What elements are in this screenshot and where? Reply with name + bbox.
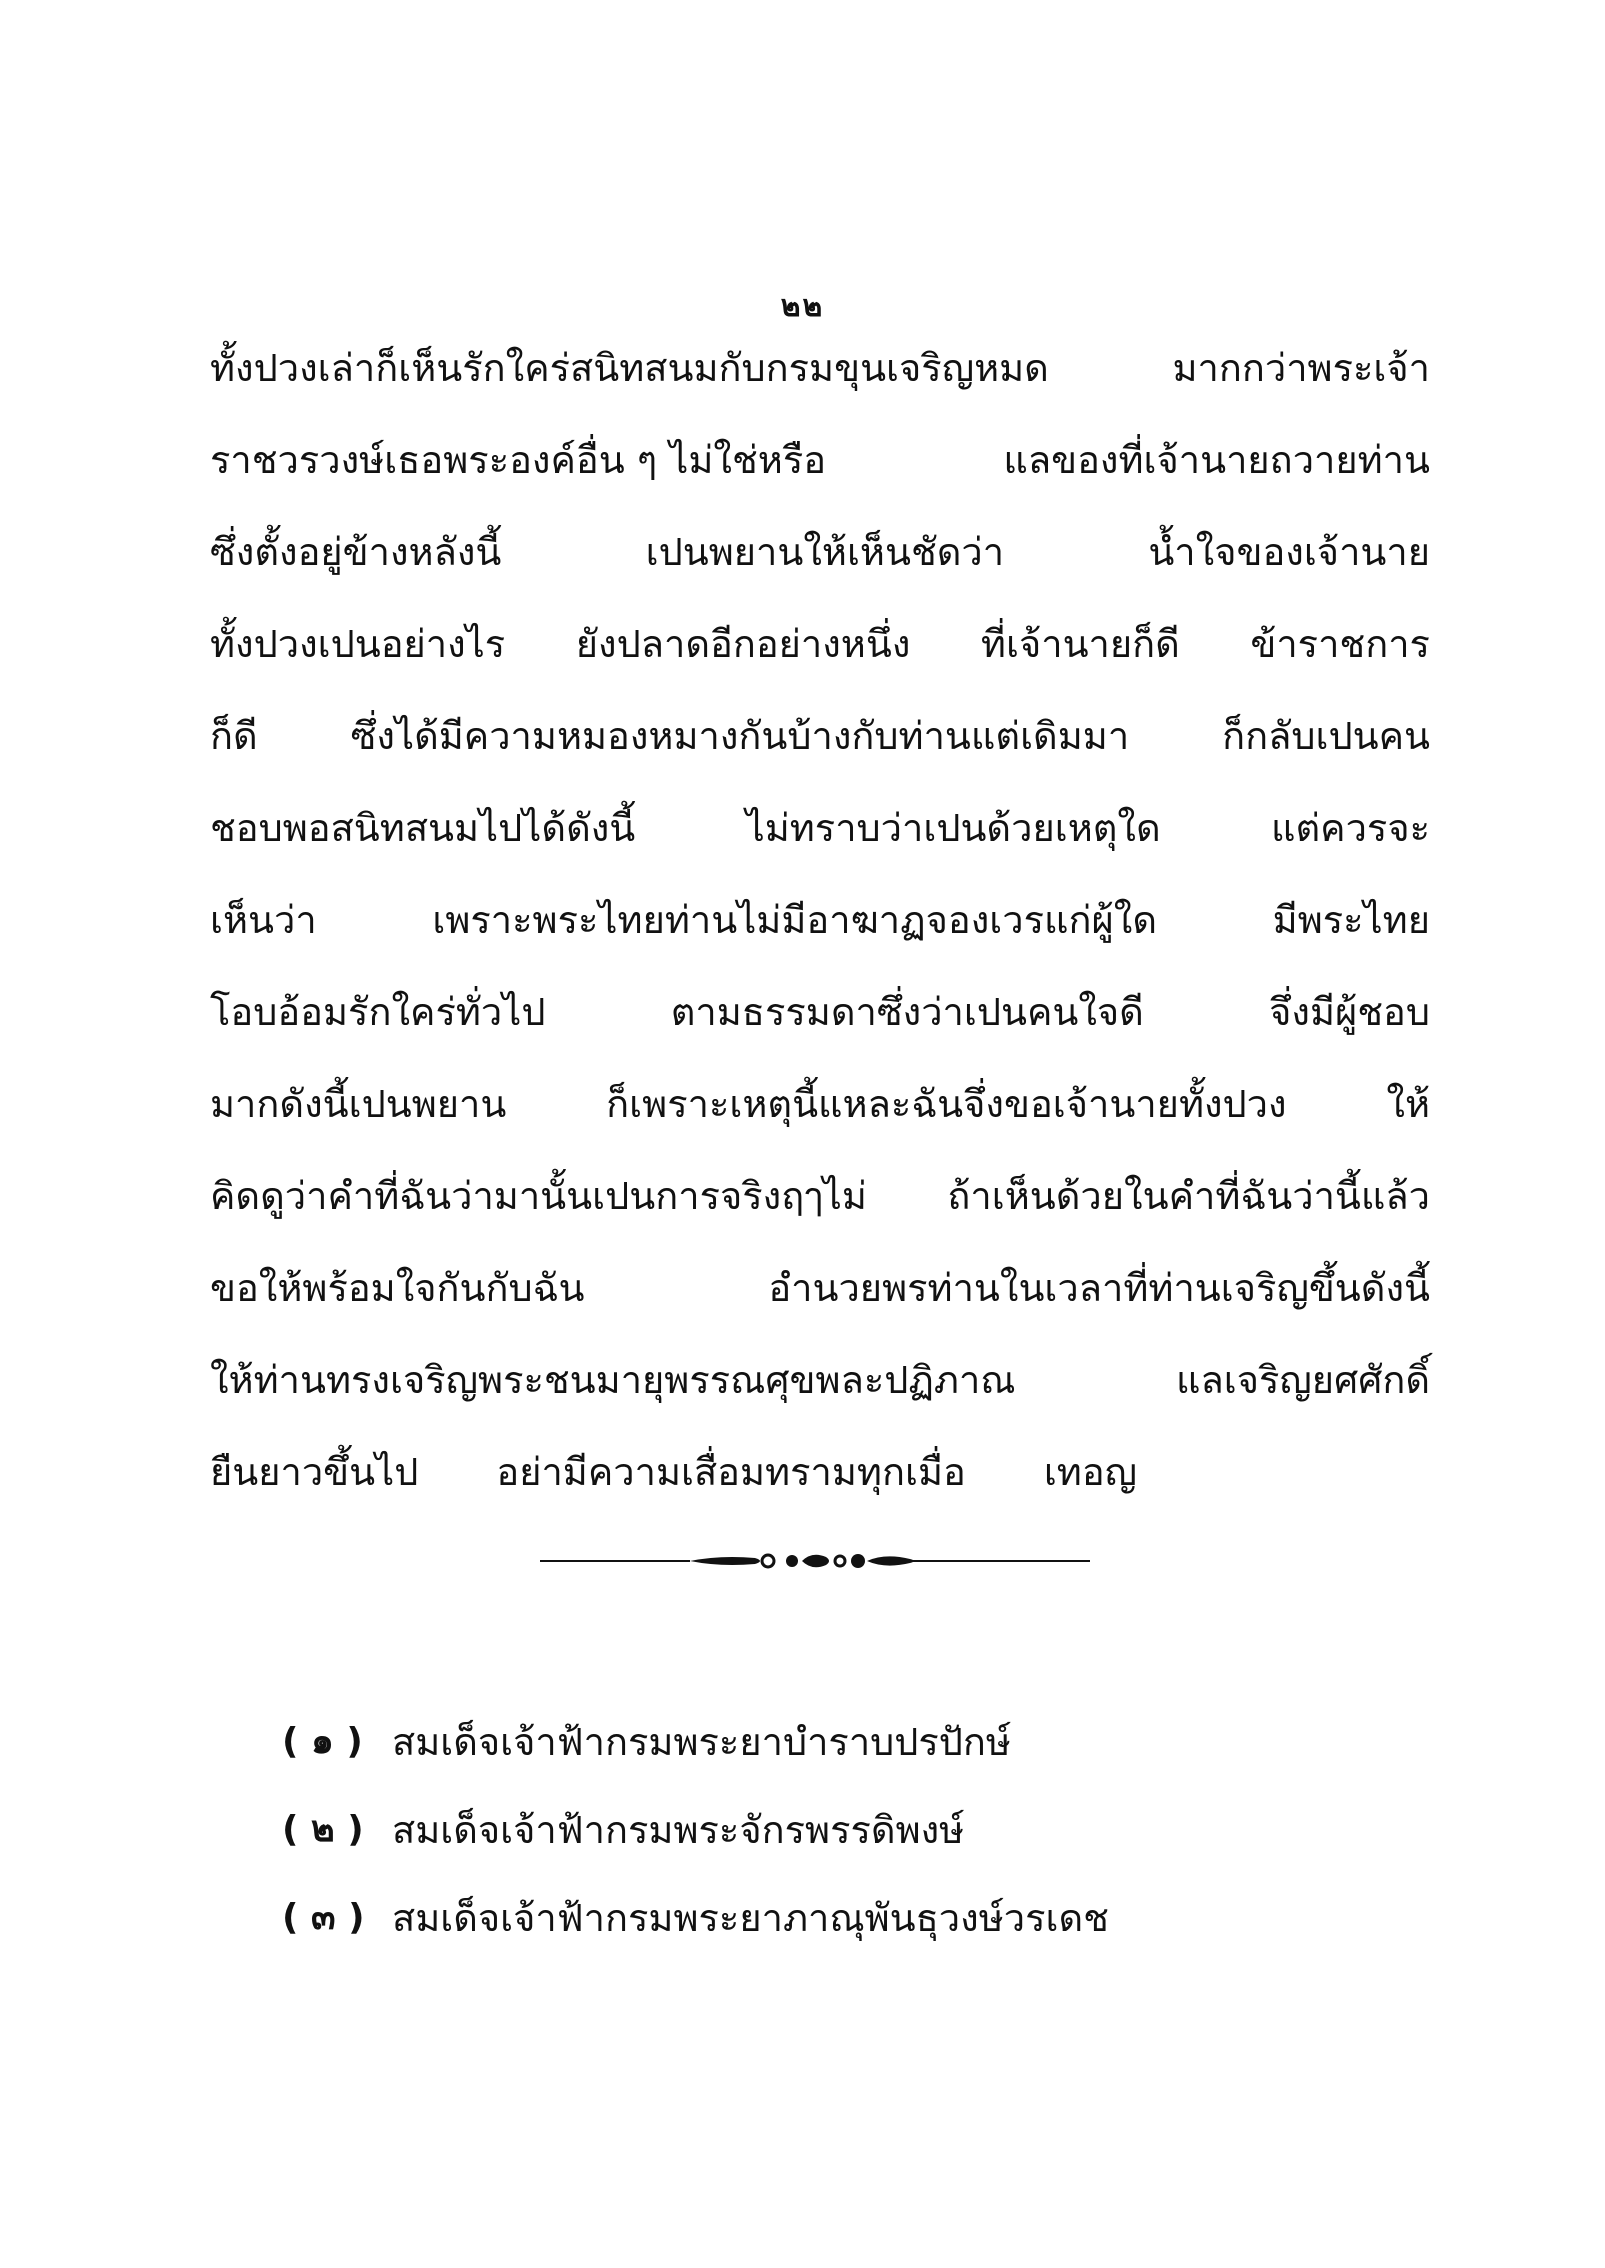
footnote-text: สมเด็จเจ้าฟ้ากรมพระจักรพรรดิพงษ์	[392, 1808, 965, 1852]
page-number: ๒๒	[780, 289, 825, 324]
text-segment: เพราะพระไทยท่านไม่มีอาฆาฏจองเวรแก่ผู้ใด	[432, 898, 1157, 942]
text-segment: เปนพยานให้เห็นชัดว่า	[645, 530, 1005, 574]
text-segment: มากกว่าพระเจ้า	[1172, 346, 1430, 390]
text-line	[210, 322, 1430, 414]
text-segment: น้ำใจของเจ้านาย	[1148, 530, 1430, 574]
text-line	[210, 874, 1430, 966]
text-segment: ก็กลับเปนคน	[1222, 714, 1430, 758]
text-segment: ตามธรรมดาซึ่งว่าเปนคนใจดี	[670, 990, 1144, 1034]
text-segment: ขอให้พร้อมใจกันกับฉัน	[210, 1266, 585, 1310]
footnote-text: สมเด็จเจ้าฟ้ากรมพระยาบำราบปรปักษ์	[392, 1720, 1011, 1764]
text-line	[210, 782, 1430, 874]
text-segment: แลเจริญยศศักดิ์	[1175, 1358, 1430, 1402]
text-segment: มีพระไทย	[1272, 898, 1430, 942]
text-segment: อำนวยพรท่านในเวลาที่ท่านเจริญขึ้นดังนี้	[768, 1266, 1430, 1310]
text-segment: แต่ควรจะ	[1270, 806, 1430, 850]
text-line	[210, 690, 1430, 782]
footnote-item	[282, 1874, 1109, 1962]
footnote-number: ( ๒ )	[282, 1809, 364, 1850]
text-segment: ไม่ทราบว่าเปนด้วยเหตุใด	[745, 806, 1161, 850]
text-segment: ยังปลาดอีกอย่างหนึ่ง	[575, 622, 911, 666]
footnote-text: สมเด็จเจ้าฟ้ากรมพระยาภาณุพันธุวงษ์วรเดช	[392, 1896, 1109, 1940]
text-segment: ยืนยาวขึ้นไป	[210, 1450, 419, 1494]
text-segment: ถ้าเห็นด้วยในคำที่ฉันว่านี้แล้ว	[947, 1174, 1430, 1218]
footnote-item	[282, 1698, 1109, 1786]
text-line	[210, 506, 1430, 598]
text-segment: ก็ดี	[210, 714, 258, 758]
text-segment: เทอญ	[1043, 1450, 1138, 1494]
text-segment: เห็นว่า	[210, 898, 317, 942]
text-segment: ซึ่งตั้งอยู่ข้างหลังนี้	[210, 530, 502, 574]
text-line	[210, 1242, 1430, 1334]
text-segment: ก็เพราะเหตุนี้แหละฉันจึ่งขอเจ้านายทั้งปวง	[606, 1082, 1287, 1126]
ornament-divider	[540, 1545, 1090, 1577]
text-segment: ราชวรวงษ์เธอพระองค์อื่น ๆ ไม่ใช่หรือ	[210, 438, 827, 482]
text-segment: ข้าราชการ	[1250, 622, 1430, 666]
text-segment: คิดดูว่าคำที่ฉันว่ามานั้นเปนการจริงฤๅไม่	[210, 1174, 867, 1218]
text-segment: ที่เจ้านายก็ดี	[980, 622, 1180, 666]
text-line	[210, 966, 1430, 1058]
text-segment: ให้	[1386, 1082, 1430, 1126]
text-segment: ให้ท่านทรงเจริญพระชนมายุพรรณศุขพละปฏิภาณ	[210, 1358, 1016, 1402]
text-segment: มากดังนี้เปนพยาน	[210, 1082, 507, 1126]
text-segment: โอบอ้อมรักใคร่ทั่วไป	[210, 990, 546, 1034]
text-segment: แลของที่เจ้านายถวายท่าน	[1003, 438, 1430, 482]
text-segment: ทั้งปวงเปนอย่างไร	[210, 622, 506, 666]
text-segment: ทั้งปวงเล่าก็เห็นรักใคร่สนิทสนมกับกรมขุนเจริญหมด	[210, 346, 1049, 390]
footnote-item	[282, 1786, 1109, 1874]
body-text	[210, 322, 1430, 1518]
text-line	[210, 1150, 1430, 1242]
footnote-number: ( ๓ )	[282, 1897, 365, 1938]
footnotes	[282, 1698, 1109, 1962]
text-line	[210, 414, 1430, 506]
text-segment: จึ่งมีผู้ชอบ	[1269, 990, 1430, 1034]
footnote-number: ( ๑ )	[282, 1721, 363, 1762]
text-segment: อย่ามีความเสื่อมทรามทุกเมื่อ	[496, 1450, 966, 1494]
text-line	[210, 598, 1430, 690]
text-segment: ชอบพอสนิทสนมไปได้ดังนี้	[210, 806, 636, 850]
text-line	[210, 1426, 1430, 1518]
text-segment: ซึ่งได้มีความหมองหมางกันบ้างกับท่านแต่เดิมมา	[350, 714, 1130, 758]
text-line	[210, 1058, 1430, 1150]
text-line	[210, 1334, 1430, 1426]
